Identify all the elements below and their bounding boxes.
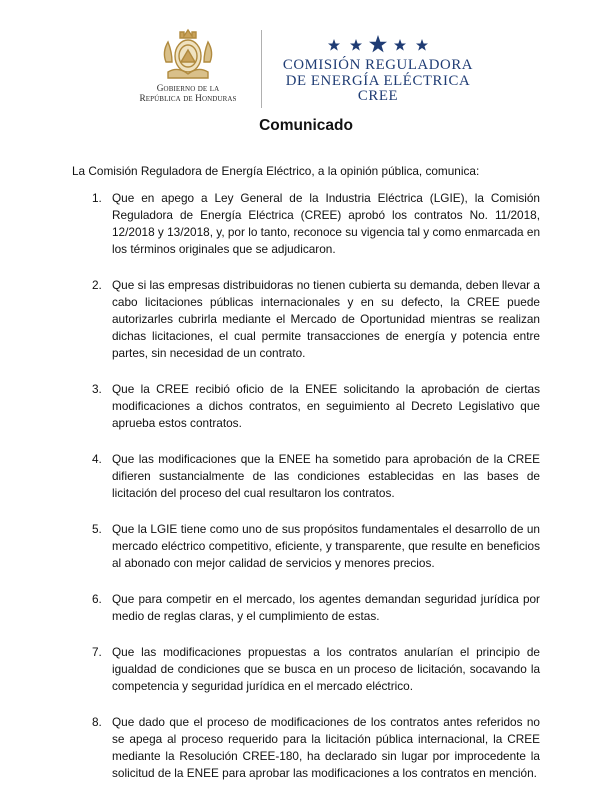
list-item [92, 714, 540, 782]
list-item [92, 591, 540, 625]
item-number: 6. [92, 592, 102, 606]
item-text: Que si las empresas distribuidoras no tienen cubierta su demanda, deben llevar a cabo licitaciones públicas internacionales y en su defecto, la CREE puede autorizarles cubrirla mediante el Mercado de Oportunidad mientras se realizan dichas licitaciones, el cual permite transacciones de energía y potencia entre partes, sin necesidad de un contrato. [112, 278, 540, 360]
list-item [92, 521, 540, 572]
cree-logo [268, 34, 488, 105]
cree-line-2: DE ENERGÍA ELÉCTRICA [285, 72, 471, 89]
item-number: 4. [92, 452, 102, 466]
item-number: 8. [92, 715, 102, 729]
item-number: 3. [92, 382, 102, 396]
item-text: Que en apego a Ley General de la Industria Eléctrica (LGIE), la Comisión Reguladora de Energía Eléctrica (CREE) aprobó los contratos No. 11/2018, 12/2018 y 13/2018, y, por lo tanto, reconoce su vigencia tal y como enmarcada en los términos originales que se adjudicaron. [112, 191, 541, 256]
list-item [92, 277, 540, 362]
points-list [92, 190, 540, 801]
list-item [92, 644, 540, 695]
item-number: 1. [92, 191, 102, 205]
list-item [92, 381, 540, 432]
item-text: Que la CREE recibió oficio de la ENEE solicitando la aprobación de ciertas modificaciones a dichos contratos, en seguimiento al Decreto Legislativo que aprueba estos contratos. [112, 382, 540, 430]
honduras-coat-of-arms-icon [158, 22, 218, 84]
item-text: Que las modificaciones propuestas a los contratos anularían el principio de igualdad de condiciones que se busca en un proceso de licitación, socavando la competencia y seguridad jurídica en el mercado eléctrico. [112, 645, 540, 693]
intro-paragraph: La Comisión Reguladora de Energía Eléctrico, a la opinión pública, comunica: [72, 164, 480, 178]
gov-line-1: Gobierno de la [156, 84, 220, 94]
cree-line-1: COMISIÓN REGULADORA [282, 57, 474, 73]
item-number: 7. [92, 645, 102, 659]
header-divider [261, 30, 262, 108]
item-text: Que la LGIE tiene como uno de sus propósitos fundamentales el desarrollo de un mercado eléctrico competitivo, eficiente, y transparente, que resulte en beneficios al abonado con mejor calidad de servicios y menores precios. [112, 522, 540, 570]
item-number: 5. [92, 522, 102, 536]
item-number: 2. [92, 278, 102, 292]
cree-line-3: CREE [357, 88, 399, 104]
item-text: Que para competir en el mercado, los agentes demandan seguridad jurídica por medio de reglas claras, y el cumplimiento de estas. [112, 592, 540, 623]
gov-line-2: República de Honduras [139, 94, 237, 104]
list-item [92, 190, 540, 258]
item-text: Que las modificaciones que la ENEE ha sometido para aprobación de la CREE difieren sustancialmente de las condiciones establecidas en las bases de licitación del proceso del cual resultaron los contratos. [112, 452, 540, 500]
document-title: Comunicado [259, 117, 353, 134]
list-item [92, 451, 540, 502]
government-logo [128, 22, 248, 104]
five-stars-icon [326, 34, 430, 54]
item-text: Que dado que el proceso de modificaciones de los contratos antes referidos no se apega al proceso requerido para la licitación pública internacional, la CREE mediante la Resolución CREE-180, ha declarado sin lugar por improcedente la solicitud de la ENEE para aprobar las modificaciones a los contratos en mención. [112, 715, 540, 780]
